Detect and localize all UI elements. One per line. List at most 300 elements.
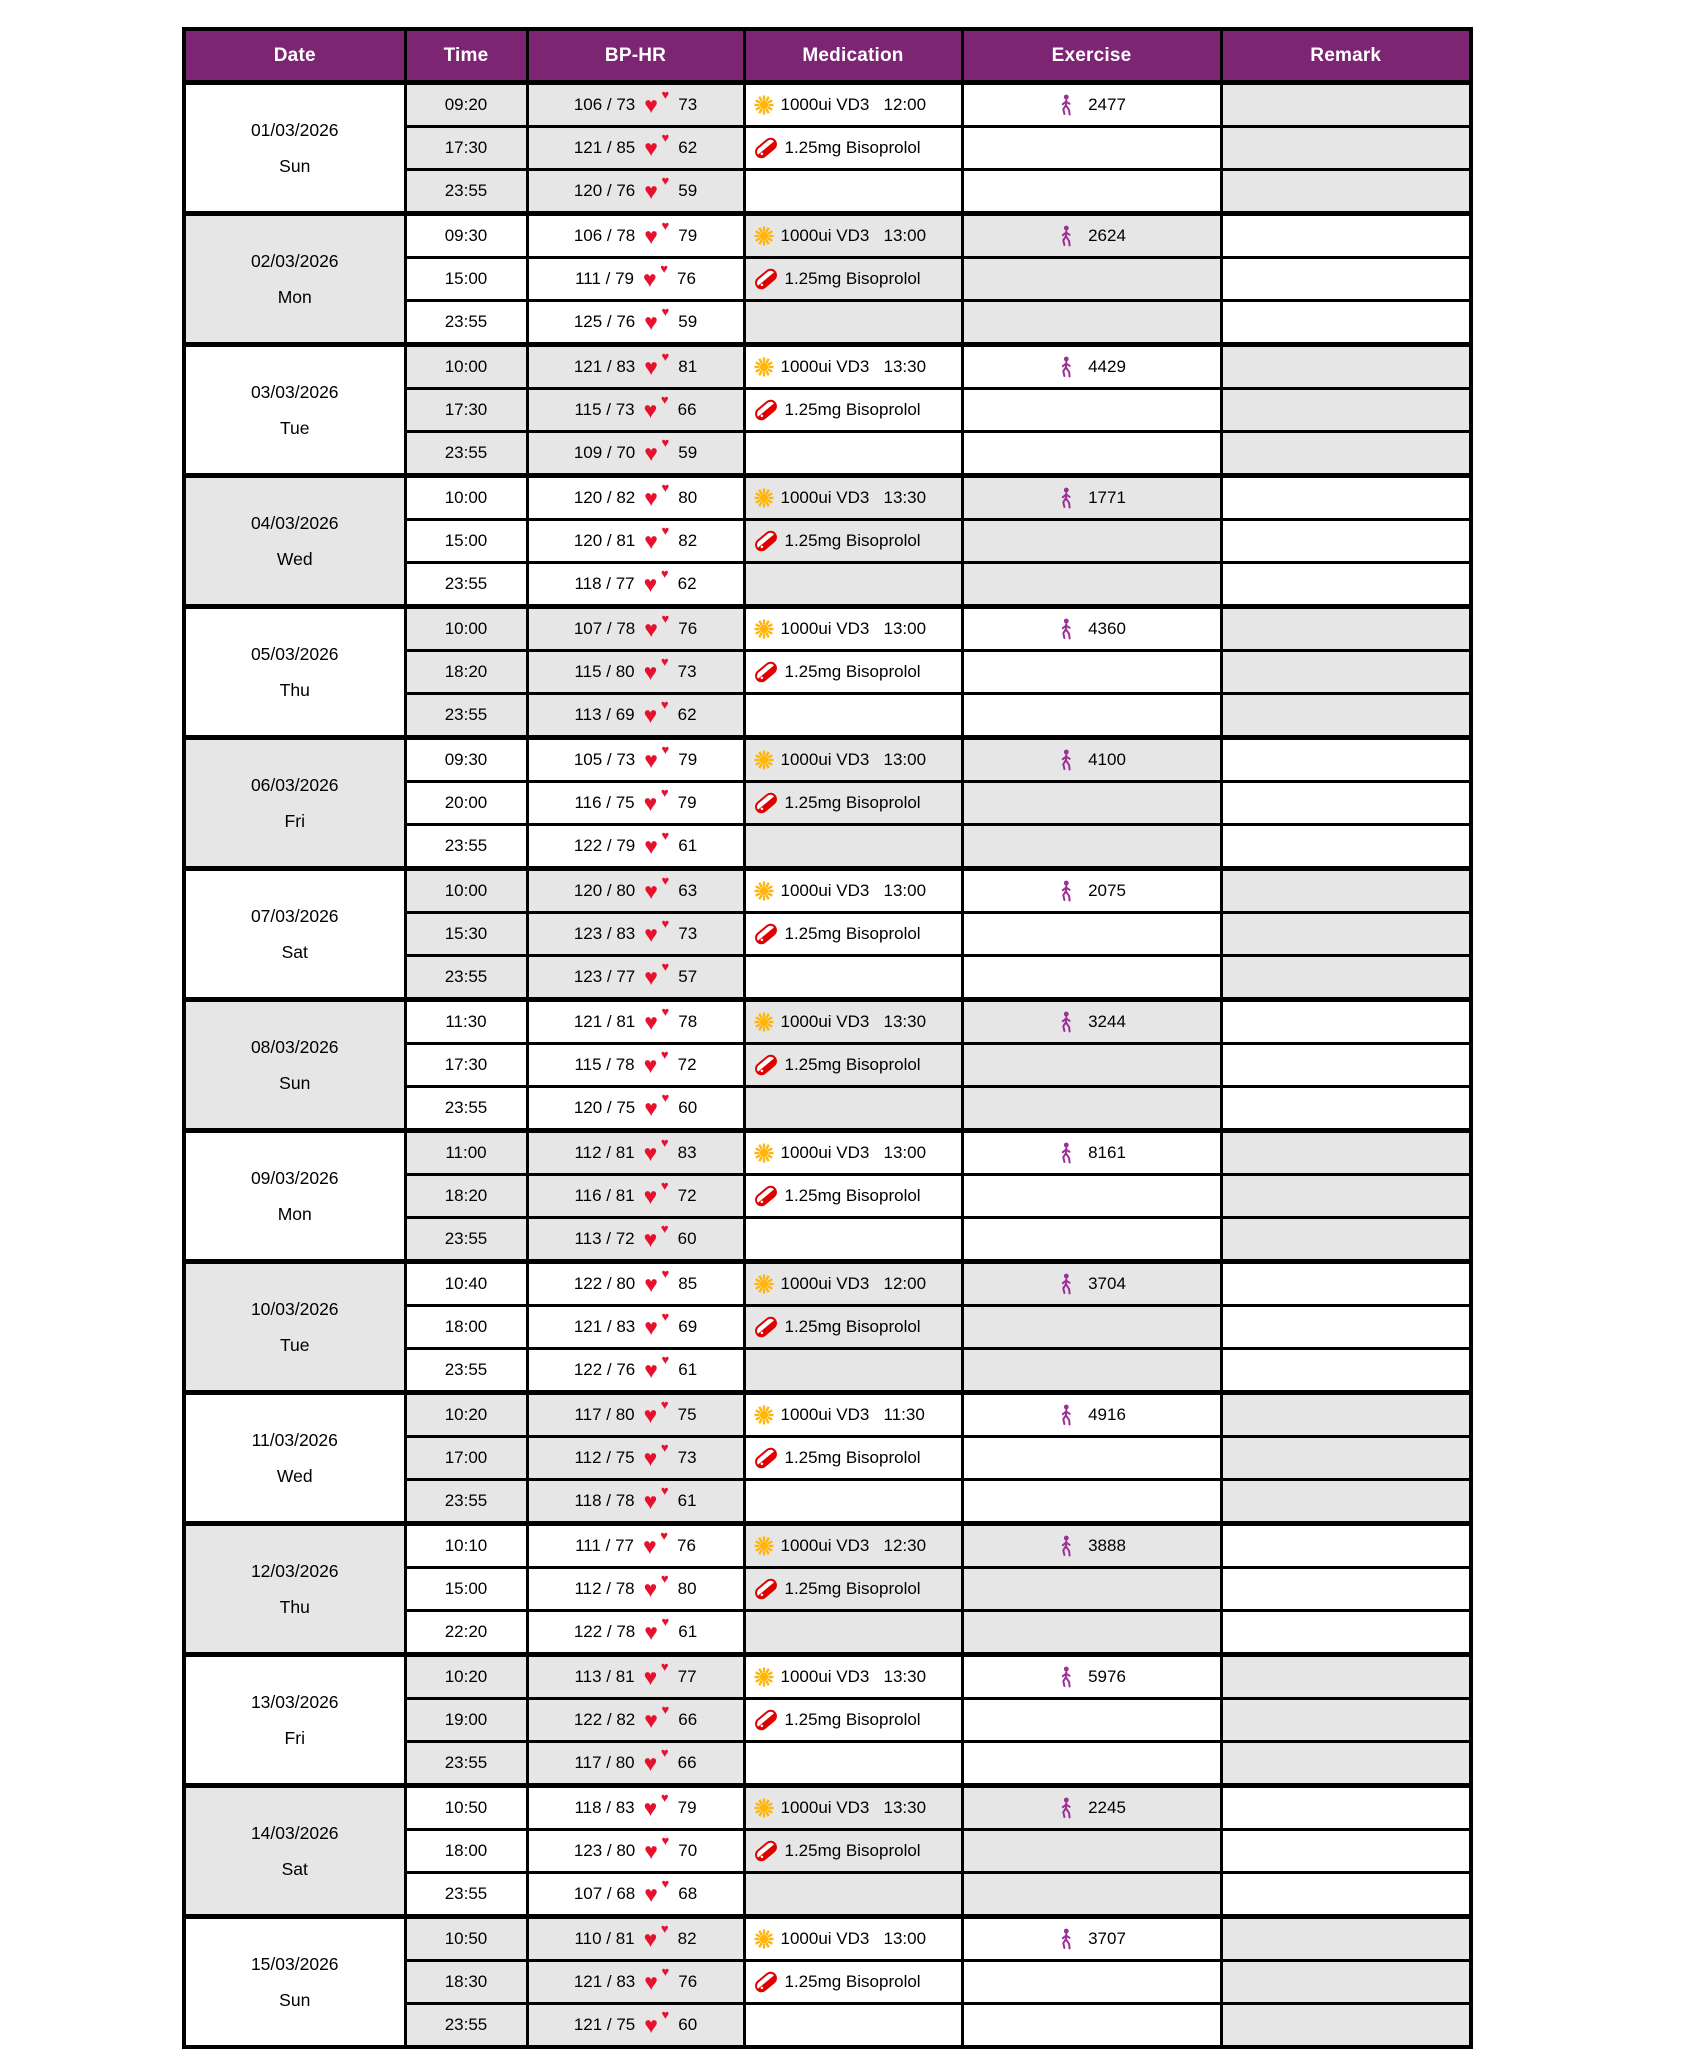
remark-cell (1221, 1830, 1471, 1873)
hr-value: 80 (678, 488, 698, 507)
time-cell: 23:55 (405, 694, 527, 738)
log-row (184, 1655, 1471, 1699)
date-group (184, 1000, 1471, 1131)
exercise-cell (962, 1524, 1221, 1568)
medication-time: 13:00 (883, 1143, 927, 1162)
medication-cell (744, 127, 962, 170)
remark-cell (1221, 1873, 1471, 1917)
medication-time: 13:00 (883, 881, 927, 900)
heart-icon: ♥ ♥ (644, 1090, 670, 1121)
log-row (184, 1262, 1471, 1306)
medication-label: 1.25mg Bisoprolol (784, 1186, 921, 1205)
heart-icon: ♥ ♥ (643, 1790, 669, 1821)
time-cell: 23:55 (405, 170, 527, 214)
step-count: 5976 (1088, 1667, 1126, 1686)
step-count: 1771 (1088, 488, 1126, 507)
medication-label: 1.25mg Bisoprolol (784, 269, 921, 288)
heart-icon: ♥ ♥ (643, 1528, 668, 1559)
walking-person-icon (1057, 225, 1075, 248)
weekday-text: Mon (277, 286, 312, 307)
remark-cell (1221, 782, 1471, 825)
medication-label: 1000ui VD3 (780, 619, 870, 638)
heart-icon: ♥ ♥ (643, 1483, 669, 1514)
hr-value: 76 (677, 1536, 696, 1555)
medication-label: 1000ui VD3 (780, 881, 870, 900)
time-cell: 09:20 (405, 83, 527, 127)
medication-label: 1.25mg Bisoprolol (784, 793, 921, 812)
medication-time: 12:00 (883, 1274, 927, 1293)
step-count: 2477 (1088, 95, 1126, 114)
heart-icon: ♥ ♥ (644, 1833, 670, 1864)
heart-icon: ♥ ♥ (643, 1921, 669, 1952)
date-cell (184, 1786, 405, 1917)
walking-person-icon (1057, 94, 1075, 117)
heart-icon: ♥ ♥ (643, 261, 668, 292)
weekday-text: Thu (279, 1596, 310, 1617)
date-cell (184, 83, 405, 214)
walking-person-icon (1057, 749, 1075, 772)
bp-value: 120 / 76 (573, 181, 636, 200)
hr-value: 83 (677, 1143, 697, 1162)
medication-cell (744, 1437, 962, 1480)
remark-cell (1221, 1393, 1471, 1437)
walking-person-icon (1057, 487, 1075, 510)
remark-cell (1221, 214, 1471, 258)
date-text: 03/03/2026 (250, 381, 339, 402)
remark-cell (1221, 1655, 1471, 1699)
heart-icon: ♥ ♥ (644, 1004, 670, 1035)
date-text: 01/03/2026 (250, 119, 339, 140)
hr-value: 73 (678, 924, 698, 943)
bp-hr-cell (527, 694, 744, 738)
medication-cell (744, 869, 962, 913)
header-remark: Remark (1221, 29, 1471, 83)
date-text: 02/03/2026 (250, 250, 339, 271)
pill-icon (753, 659, 779, 685)
bp-hr-cell (527, 1218, 744, 1262)
walking-person-icon (1057, 356, 1075, 379)
date-cell (184, 738, 405, 869)
pill-icon (753, 1576, 779, 1602)
exercise-cell (962, 389, 1221, 432)
bp-value: 112 / 75 (574, 1448, 635, 1467)
walking-person-icon (1057, 1928, 1075, 1951)
heart-icon: ♥ ♥ (643, 392, 669, 423)
sun-icon (753, 880, 775, 902)
heart-icon: ♥ ♥ (644, 1309, 670, 1340)
header-date: Date (184, 29, 405, 83)
remark-cell (1221, 1087, 1471, 1131)
exercise-cell (962, 1655, 1221, 1699)
hr-value: 62 (678, 138, 698, 157)
log-row (184, 345, 1471, 389)
exercise-cell (962, 520, 1221, 563)
header-time: Time (405, 29, 527, 83)
exercise-cell (962, 127, 1221, 170)
bp-hr-cell (527, 345, 744, 389)
time-cell: 10:10 (405, 1524, 527, 1568)
medication-cell (744, 782, 962, 825)
remark-cell (1221, 956, 1471, 1000)
time-cell: 17:30 (405, 127, 527, 170)
time-cell: 10:00 (405, 607, 527, 651)
walking-person-icon (1057, 1273, 1075, 1296)
remark-cell (1221, 83, 1471, 127)
bp-value: 107 / 78 (573, 619, 636, 638)
weekday-text: Mon (277, 1203, 312, 1224)
exercise-cell (962, 1699, 1221, 1742)
medication-cell (744, 520, 962, 563)
time-cell: 23:55 (405, 1480, 527, 1524)
log-row (184, 476, 1471, 520)
bp-hr-cell (527, 563, 744, 607)
exercise-cell (962, 1437, 1221, 1480)
medication-label: 1000ui VD3 (780, 1405, 870, 1424)
bp-value: 113 / 81 (574, 1667, 635, 1686)
medication-cell (744, 1131, 962, 1175)
medication-cell (744, 389, 962, 432)
hr-value: 81 (678, 357, 698, 376)
medication-label: 1.25mg Bisoprolol (784, 924, 921, 943)
medication-label: 1.25mg Bisoprolol (784, 1448, 921, 1467)
sun-icon (753, 1011, 775, 1033)
exercise-cell (962, 1175, 1221, 1218)
date-group (184, 1786, 1471, 1917)
heart-icon: ♥ ♥ (643, 654, 669, 685)
time-cell: 23:55 (405, 2004, 527, 2048)
exercise-cell (962, 1131, 1221, 1175)
heart-icon: ♥ ♥ (644, 130, 670, 161)
hr-value: 76 (678, 1972, 698, 1991)
heart-icon: ♥ ♥ (643, 785, 669, 816)
weekday-text: Thu (279, 679, 310, 700)
remark-cell (1221, 1044, 1471, 1087)
hr-value: 60 (678, 2015, 698, 2034)
sun-icon (753, 749, 775, 771)
time-cell: 10:50 (405, 1786, 527, 1830)
date-group (184, 738, 1471, 869)
remark-cell (1221, 1306, 1471, 1349)
time-cell: 17:30 (405, 1044, 527, 1087)
pill-icon (753, 790, 779, 816)
remark-cell (1221, 1699, 1471, 1742)
hr-value: 75 (677, 1405, 697, 1424)
remark-cell (1221, 1218, 1471, 1262)
medication-time: 11:30 (883, 1405, 925, 1424)
bp-hr-cell (527, 1044, 744, 1087)
medication-label: 1.25mg Bisoprolol (784, 1579, 921, 1598)
bp-value: 125 / 76 (573, 312, 636, 331)
log-row (184, 738, 1471, 782)
heart-icon: ♥ ♥ (643, 1745, 669, 1776)
bp-hr-cell (527, 1568, 744, 1611)
remark-cell (1221, 825, 1471, 869)
bp-hr-cell (527, 1480, 744, 1524)
hr-value: 61 (678, 836, 698, 855)
date-cell (184, 1524, 405, 1655)
hr-value: 82 (678, 531, 698, 550)
date-group (184, 214, 1471, 345)
hr-value: 73 (678, 95, 698, 114)
time-cell: 09:30 (405, 214, 527, 258)
weekday-text: Sat (281, 1858, 308, 1879)
heart-icon: ♥ ♥ (643, 1178, 669, 1209)
log-row (184, 1917, 1471, 1961)
date-cell (184, 476, 405, 607)
medication-label: 1.25mg Bisoprolol (784, 662, 921, 681)
sun-icon (753, 618, 775, 640)
bp-hr-cell (527, 1873, 744, 1917)
bp-hr-cell (527, 432, 744, 476)
step-count: 4916 (1088, 1405, 1126, 1424)
sun-icon (753, 1273, 775, 1295)
health-log (182, 27, 1473, 2049)
step-count: 8161 (1088, 1143, 1126, 1162)
remark-cell (1221, 563, 1471, 607)
time-cell: 23:55 (405, 1218, 527, 1262)
medication-cell (744, 1699, 962, 1742)
medication-cell (744, 1044, 962, 1087)
bp-value: 122 / 80 (573, 1274, 636, 1293)
medication-cell (744, 825, 962, 869)
date-text: 11/03/2026 (251, 1429, 338, 1450)
heart-icon: ♥ ♥ (644, 435, 670, 466)
medication-label: 1.25mg Bisoprolol (784, 1972, 921, 1991)
bp-hr-cell (527, 1306, 744, 1349)
date-group (184, 1131, 1471, 1262)
medication-cell (744, 1917, 962, 1961)
medication-cell (744, 1742, 962, 1786)
bp-value: 105 / 73 (573, 750, 636, 769)
remark-cell (1221, 127, 1471, 170)
medication-cell (744, 1262, 962, 1306)
medication-label: 1.25mg Bisoprolol (784, 138, 921, 157)
header-row (184, 29, 1471, 83)
bp-value: 123 / 83 (573, 924, 636, 943)
medication-label: 1.25mg Bisoprolol (784, 1710, 921, 1729)
exercise-cell (962, 738, 1221, 782)
walking-person-icon (1057, 1011, 1075, 1034)
time-cell: 23:55 (405, 1873, 527, 1917)
bp-value: 121 / 83 (573, 1972, 636, 1991)
sun-icon (753, 487, 775, 509)
heart-icon: ♥ ♥ (644, 959, 670, 990)
bp-value: 121 / 83 (573, 357, 636, 376)
heart-icon: ♥ ♥ (643, 1221, 669, 1252)
heart-icon: ♥ ♥ (644, 1352, 670, 1383)
hr-value: 79 (678, 750, 698, 769)
remark-cell (1221, 432, 1471, 476)
heart-icon: ♥ ♥ (643, 1571, 669, 1602)
remark-cell (1221, 1786, 1471, 1830)
date-text: 14/03/2026 (250, 1822, 339, 1843)
heart-icon: ♥ ♥ (644, 873, 670, 904)
heart-icon: ♥ ♥ (643, 1135, 669, 1166)
hr-value: 79 (677, 793, 697, 812)
medication-cell (744, 1873, 962, 1917)
remark-cell (1221, 1349, 1471, 1393)
exercise-cell (962, 258, 1221, 301)
exercise-cell (962, 1480, 1221, 1524)
heart-icon: ♥ ♥ (643, 1659, 669, 1690)
heart-icon: ♥ ♥ (644, 523, 670, 554)
date-text: 06/03/2026 (250, 774, 339, 795)
bp-value: 110 / 81 (574, 1929, 635, 1948)
bp-hr-cell (527, 1655, 744, 1699)
time-cell: 15:00 (405, 258, 527, 301)
medication-time: 13:00 (883, 226, 927, 245)
medication-cell (744, 2004, 962, 2048)
hr-value: 80 (677, 1579, 697, 1598)
bp-hr-cell (527, 170, 744, 214)
remark-cell (1221, 1131, 1471, 1175)
log-row (184, 214, 1471, 258)
medication-cell (744, 1393, 962, 1437)
step-count: 3888 (1088, 1536, 1126, 1555)
remark-cell (1221, 1437, 1471, 1480)
step-count: 3707 (1088, 1929, 1126, 1948)
walking-person-icon (1057, 1142, 1075, 1165)
exercise-cell (962, 956, 1221, 1000)
pill-icon (753, 1052, 779, 1078)
bp-value: 118 / 78 (574, 1491, 635, 1510)
step-count: 3704 (1088, 1274, 1126, 1293)
time-cell: 20:00 (405, 782, 527, 825)
bp-hr-cell (527, 1175, 744, 1218)
bp-value: 106 / 78 (573, 226, 636, 245)
heart-icon: ♥ ♥ (644, 916, 670, 947)
heart-icon: ♥ ♥ (644, 1266, 670, 1297)
date-group (184, 1917, 1471, 2048)
heart-icon: ♥ ♥ (643, 1047, 669, 1078)
time-cell: 18:30 (405, 1961, 527, 2004)
header-bp-hr: BP-HR (527, 29, 744, 83)
bp-hr-cell (527, 389, 744, 432)
bp-value: 116 / 75 (574, 793, 635, 812)
hr-value: 73 (677, 1448, 697, 1467)
date-text: 10/03/2026 (250, 1298, 339, 1319)
bp-value: 117 / 80 (574, 1405, 635, 1424)
date-group (184, 1524, 1471, 1655)
bp-value: 115 / 73 (574, 400, 635, 419)
heart-icon: ♥ ♥ (644, 611, 670, 642)
medication-cell (744, 1000, 962, 1044)
bp-value: 106 / 73 (573, 95, 636, 114)
date-text: 07/03/2026 (250, 905, 339, 926)
date-group (184, 1655, 1471, 1786)
remark-cell (1221, 1961, 1471, 2004)
medication-label: 1000ui VD3 (780, 95, 870, 114)
exercise-cell (962, 869, 1221, 913)
sun-icon (753, 356, 775, 378)
step-count: 2624 (1088, 226, 1126, 245)
bp-hr-cell (527, 869, 744, 913)
remark-cell (1221, 1917, 1471, 1961)
remark-cell (1221, 651, 1471, 694)
step-count: 4429 (1088, 357, 1126, 376)
exercise-cell (962, 1000, 1221, 1044)
hr-value: 62 (677, 705, 697, 724)
weekday-text: Wed (276, 1465, 313, 1486)
hr-value: 69 (678, 1317, 698, 1336)
exercise-cell (962, 345, 1221, 389)
date-cell (184, 607, 405, 738)
exercise-cell (962, 83, 1221, 127)
heart-icon: ♥ ♥ (644, 304, 670, 335)
bp-value: 118 / 83 (574, 1798, 635, 1817)
remark-cell (1221, 389, 1471, 432)
medication-cell (744, 1087, 962, 1131)
remark-cell (1221, 1000, 1471, 1044)
medication-cell (744, 694, 962, 738)
hr-value: 59 (678, 181, 698, 200)
weekday-text: Sun (279, 155, 311, 176)
medication-time: 13:30 (883, 357, 927, 376)
bp-value: 117 / 80 (574, 1753, 635, 1772)
time-cell: 23:55 (405, 563, 527, 607)
heart-icon: ♥ ♥ (644, 87, 670, 118)
heart-icon: ♥ ♥ (643, 1397, 669, 1428)
medication-label: 1000ui VD3 (780, 1667, 870, 1686)
hr-value: 79 (677, 1798, 697, 1817)
time-cell: 23:55 (405, 825, 527, 869)
bp-value: 122 / 82 (573, 1710, 636, 1729)
bp-value: 122 / 76 (573, 1360, 636, 1379)
exercise-cell (962, 1044, 1221, 1087)
bp-value: 120 / 80 (573, 881, 636, 900)
date-cell (184, 214, 405, 345)
sun-icon (753, 1797, 775, 1819)
weekday-text: Sat (281, 941, 308, 962)
bp-value: 121 / 75 (573, 2015, 636, 2034)
time-cell: 18:00 (405, 1306, 527, 1349)
remark-cell (1221, 1568, 1471, 1611)
remark-cell (1221, 1524, 1471, 1568)
step-count: 2245 (1088, 1798, 1126, 1817)
medication-label: 1000ui VD3 (780, 1012, 870, 1031)
header-medication: Medication (744, 29, 962, 83)
date-group (184, 607, 1471, 738)
bp-value: 113 / 72 (574, 1229, 635, 1248)
time-cell: 17:30 (405, 389, 527, 432)
time-cell: 23:55 (405, 956, 527, 1000)
medication-cell (744, 301, 962, 345)
hr-value: 62 (677, 574, 697, 593)
walking-person-icon (1057, 1535, 1075, 1558)
heart-icon: ♥ ♥ (644, 1702, 670, 1733)
bp-hr-cell (527, 1000, 744, 1044)
log-row (184, 83, 1471, 127)
hr-value: 60 (677, 1229, 697, 1248)
time-cell: 15:00 (405, 1568, 527, 1611)
hr-value: 76 (678, 619, 698, 638)
exercise-cell (962, 825, 1221, 869)
weekday-text: Wed (276, 548, 313, 569)
exercise-cell (962, 214, 1221, 258)
date-cell (184, 1655, 405, 1786)
heart-icon: ♥ ♥ (643, 697, 669, 728)
date-cell (184, 869, 405, 1000)
bp-value: 116 / 81 (574, 1186, 635, 1205)
weekday-text: Sun (279, 1989, 311, 2010)
bp-value: 109 / 70 (573, 443, 636, 462)
bp-hr-cell (527, 825, 744, 869)
remark-cell (1221, 1611, 1471, 1655)
health-log-table (182, 27, 1473, 2049)
bp-hr-cell (527, 738, 744, 782)
bp-hr-cell (527, 83, 744, 127)
bp-value: 121 / 85 (573, 138, 636, 157)
